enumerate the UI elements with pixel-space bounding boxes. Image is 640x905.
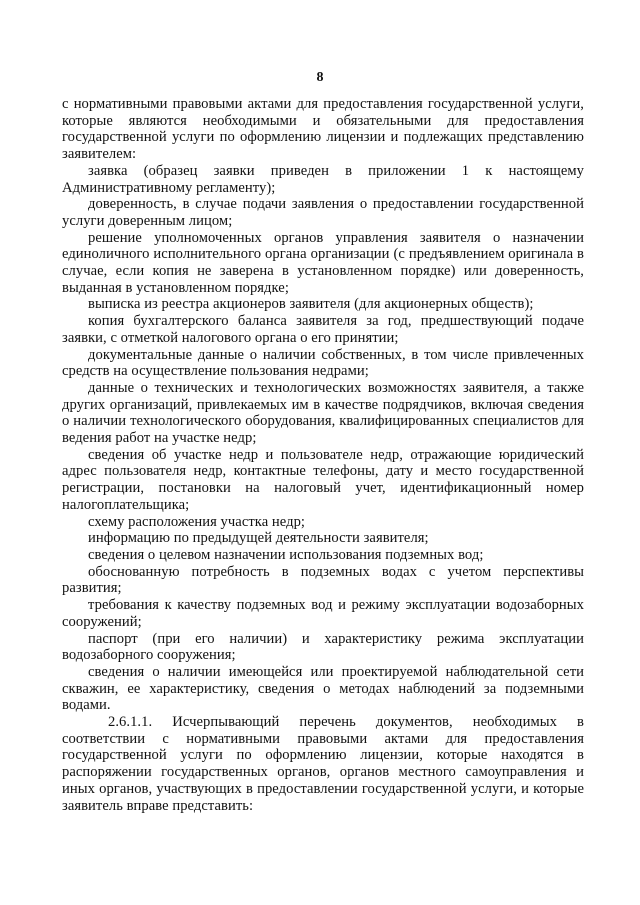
paragraph: информацию по предыдущей деятельности заявителя; [88, 530, 429, 547]
document-body [62, 96, 584, 814]
paragraph: копия бухгалтерского баланса заявителя за год, предшествующий подаче заявки, с отметкой налогового органа о его принятии; [62, 313, 584, 346]
paragraph: сведения о целевом назначении использования подземных вод; [88, 546, 484, 563]
paragraph: заявка (образец заявки приведен в приложении 1 к настоящему Административному регламенту); [62, 162, 584, 196]
paragraph: выписка из реестра акционеров заявителя (для акционерных обществ); [88, 296, 534, 313]
paragraph: требования к качеству подземных вод и режиму эксплуатации водозаборных сооружений; [62, 597, 584, 630]
paragraph: 2.6.1.1. Исчерпывающий перечень документов, необходимых в соответствии с нормативными правовыми актами для предоставления государственной услуги по оформлению лицензии, которые находятся в распоряжении государственных органов, органов местного самоуправления и иных органов, участвующих в предоставлении государственной услуги, и которые заявитель вправе представить: [62, 714, 584, 814]
paragraph: данные о технических и технологических возможностях заявителя, а также других организаций, привлекаемых им в качестве подрядчиков, включая сведения о наличии технологического оборудования, квалифицированных специалистов для ведения работ на участке недр; [62, 379, 584, 447]
paragraph: сведения о наличии имеющейся или проектируемой наблюдательной сети скважин, ее характеристику, сведения о методах наблюдений за подземными водами. [62, 663, 584, 714]
paragraph: с нормативными правовыми актами для предоставления государственной услуги, которые являются необходимыми и обязательными для предоставления государственной услуги по оформлению лицензии и подлежащих представлению заявителем: [62, 96, 584, 163]
paragraph: документальные данные о наличии собственных, в том числе привлеченных средств на осуществление пользования недрами; [62, 346, 584, 380]
paragraph: доверенность, в случае подачи заявления о предоставлении государственной услуги доверенным лицом; [62, 196, 584, 229]
paragraph: обоснованную потребность в подземных водах с учетом перспективы развития; [62, 563, 584, 597]
paragraph: сведения об участке недр и пользователе недр, отражающие юридический адрес пользователя недр, контактные телефоны, дату и место государственной регистрации, постановки на налоговый учет, идентификационный номер налогоплательщика; [62, 446, 584, 513]
page-number: 8 [316, 70, 324, 85]
paragraph: схему расположения участка недр; [88, 513, 306, 530]
paragraph: решение уполномоченных органов управления заявителя о назначении единоличного исполнительного органа организации (с предъявлением оригинала в случае, если копия не заверена в установленном порядке) или доверенность, выданная в установленном порядке; [62, 229, 584, 296]
paragraph: паспорт (при его наличии) и характеристику режима эксплуатации водозаборного сооружения; [62, 630, 584, 664]
